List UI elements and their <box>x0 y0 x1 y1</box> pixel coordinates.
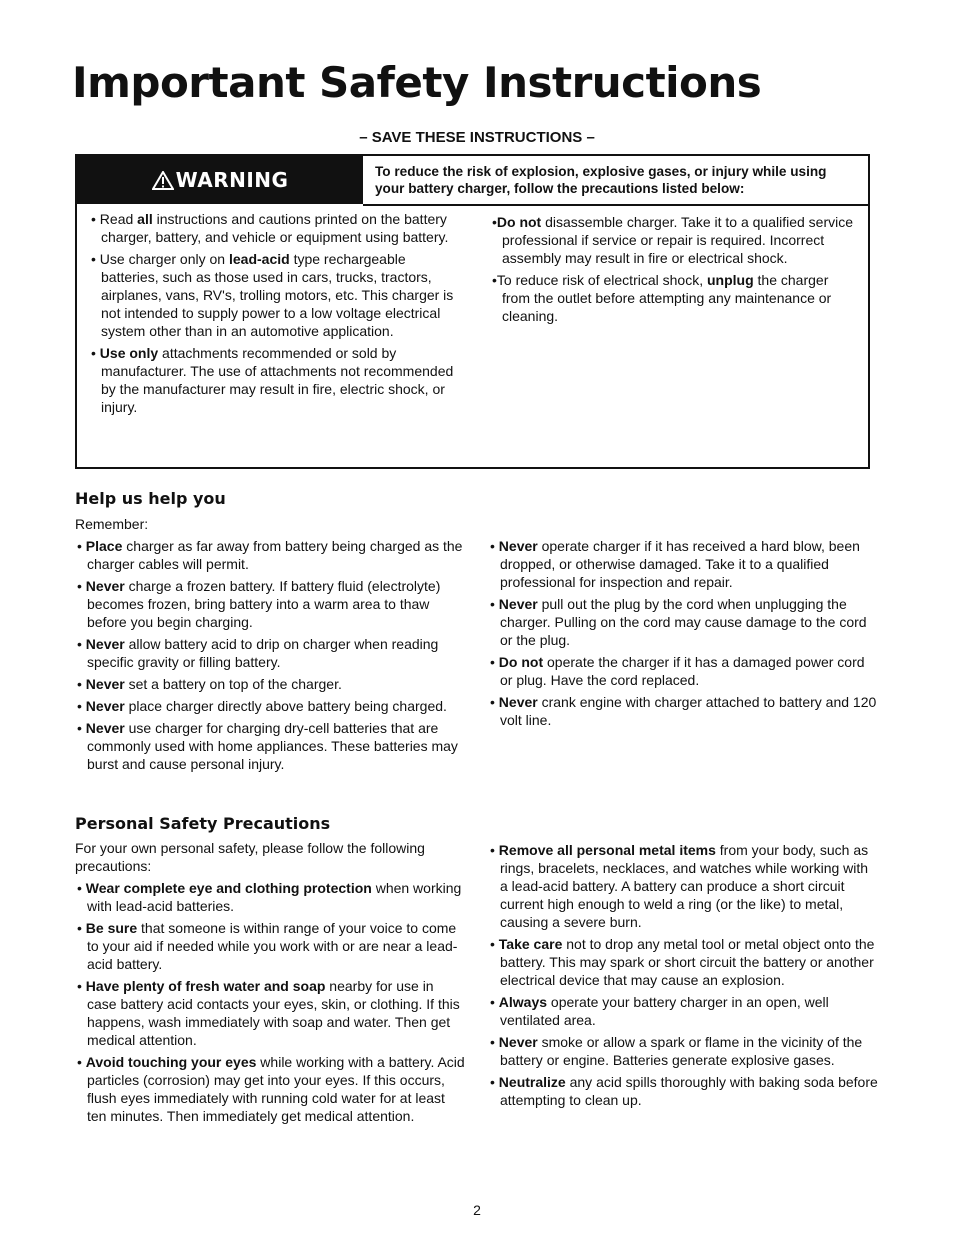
list-item: • Remove all personal metal items from your body, such as rings, bracelets, necklaces, and watches while working with a lead-acid battery. A battery can produce a short circuit current high enough to weld a ring (or the like) to metal, causing a severe burn. <box>490 842 869 930</box>
list-item: • Be sure that someone is within range of your voice to come to your aid if needed while you work with or are near a lead-acid battery. <box>77 920 458 972</box>
personal-heading: Personal Safety Precautions <box>75 814 331 833</box>
emphasis-text: Take care <box>498 936 563 952</box>
warning-header <box>77 156 363 204</box>
page-number: 2 <box>473 1202 481 1218</box>
list-item: • Neutralize any acid spills thoroughly with baking soda before attempting to clean up. <box>490 1074 878 1108</box>
personal-left-column <box>75 839 467 1129</box>
emphasis-text: Never <box>498 1034 538 1050</box>
personal-left-list <box>75 879 467 1125</box>
page-title: Important Safety Instructions <box>72 58 762 107</box>
list-item: • Wear complete eye and clothing protection when working with lead-acid batteries. <box>77 880 462 914</box>
warning-divider <box>363 204 868 206</box>
list-item: • Never pull out the plug by the cord when unplugging the charger. Pulling on the cord may cause damage to the cord or the plug. <box>490 596 867 648</box>
list-item: • Never use charger for charging dry-cell batteries that are commonly used with home appliances. These batteries may burst and cause personal injury. <box>77 720 458 772</box>
list-item: • Never set a battery on top of the charger. <box>77 676 342 692</box>
list-item: • Use only attachments recommended or sold by manufacturer. The use of attachments not recommended by the manufacturer may result in fire, electric shock, or injury. <box>91 345 454 415</box>
emphasis-text: Never <box>85 698 125 714</box>
warning-right-column <box>490 213 856 329</box>
emphasis-text: Never <box>85 720 125 736</box>
list-item: • Never place charger directly above battery being charged. <box>77 698 447 714</box>
personal-intro: For your own personal safety, please follow the following precautions: <box>75 840 425 874</box>
list-item: • Read all instructions and cautions printed on the battery charger, battery, and vehicle or equipment using battery. <box>91 211 449 245</box>
list-item: • Never crank engine with charger attached to battery and 120 volt line. <box>490 694 877 728</box>
list-item: • Always operate your battery charger in an open, well ventilated area. <box>490 994 829 1028</box>
emphasis-text: all <box>137 211 153 227</box>
emphasis-text: Be sure <box>85 920 138 936</box>
list-item: • Avoid touching your eyes while working with a battery. Acid particles (corrosion) may get into your eyes. If this occurs, flush eyes immediately with running cold water for at least ten minutes. Then immediately get medical attention. <box>77 1054 465 1124</box>
page-subtitle: – SAVE THESE INSTRUCTIONS – <box>359 129 595 146</box>
warning-box <box>75 154 870 469</box>
list-item: • Never charge a frozen battery. If battery fluid (electrolyte) becomes frozen, bring battery into a warm area to thaw before you begin charging. <box>77 578 441 630</box>
help-left-column <box>75 515 467 777</box>
list-item: • Never operate charger if it has received a hard blow, been dropped, or otherwise damaged. Take it to a qualified professional for inspection and repair. <box>490 538 860 590</box>
list-item: • Have plenty of fresh water and soap nearby for use in case battery acid contacts your eyes, skin, or clothing. If this happens, wash immediately with soap and water. Then get medical attention. <box>77 978 460 1048</box>
personal-right-column <box>488 841 878 1113</box>
list-item: • Place charger as far away from battery being charged as the charger cables will permit. <box>77 538 463 572</box>
list-item: • Never smoke or allow a spark or flame in the vicinity of the battery or engine. Batteries generate explosive gases. <box>490 1034 863 1068</box>
help-left-list <box>75 537 467 773</box>
warning-triangle-icon <box>152 171 174 190</box>
emphasis-text: Never <box>85 676 125 692</box>
emphasis-text: Do not <box>498 654 544 670</box>
help-intro: Remember: <box>75 516 149 532</box>
emphasis-text: Have plenty of fresh water and soap <box>85 978 326 994</box>
list-item: • Use charger only on lead-acid type rechargeable batteries, such as those used in cars, trucks, tractors, airplanes, vans, RV's, trolling motors, etc. This charger is not intended to supply power to a low voltage electrical system other than in an automotive application. <box>91 251 454 339</box>
list-item: • Do not operate the charger if it has a damaged power cord or plug. Have the cord replaced. <box>490 654 865 688</box>
emphasis-text: Wear complete eye and clothing protection <box>85 880 372 896</box>
warning-label: WARNING <box>175 168 289 192</box>
list-item: •Do not disassemble charger. Take it to a qualified service professional if service or repair is required. Incorrect assembly may result in fire or electrical shock. <box>492 214 854 266</box>
emphasis-text: Avoid touching your eyes <box>85 1054 257 1070</box>
emphasis-text: Place <box>85 538 123 554</box>
emphasis-text: Never <box>85 578 125 594</box>
emphasis-text: Neutralize <box>498 1074 566 1090</box>
emphasis-text: Never <box>498 596 538 612</box>
emphasis-text: Never <box>498 538 538 554</box>
list-item: •To reduce risk of electrical shock, unplug the charger from the outlet before attempting any maintenance or cleaning. <box>492 272 832 324</box>
emphasis-text: Do not <box>496 214 542 230</box>
emphasis-text: Never <box>498 694 538 710</box>
emphasis-text: Remove all personal metal items <box>498 842 716 858</box>
emphasis-text: Always <box>498 994 548 1010</box>
emphasis-text: lead-acid <box>228 251 290 267</box>
help-heading: Help us help you <box>75 489 226 508</box>
warning-left-column <box>89 210 461 420</box>
emphasis-text: unplug <box>706 272 754 288</box>
emphasis-text: Never <box>85 636 125 652</box>
help-right-column <box>488 537 878 733</box>
list-item: • Never allow battery acid to drip on charger when reading specific gravity or filling battery. <box>77 636 439 670</box>
list-item: • Take care not to drop any metal tool or metal object onto the battery. This may spark or short circuit the battery or another electrical device that may cause an explosion. <box>490 936 875 988</box>
emphasis-text: Use only <box>99 345 159 361</box>
warning-intro: To reduce the risk of explosion, explosive gases, or injury while using your battery charger, follow the precautions listed below: <box>375 164 827 196</box>
